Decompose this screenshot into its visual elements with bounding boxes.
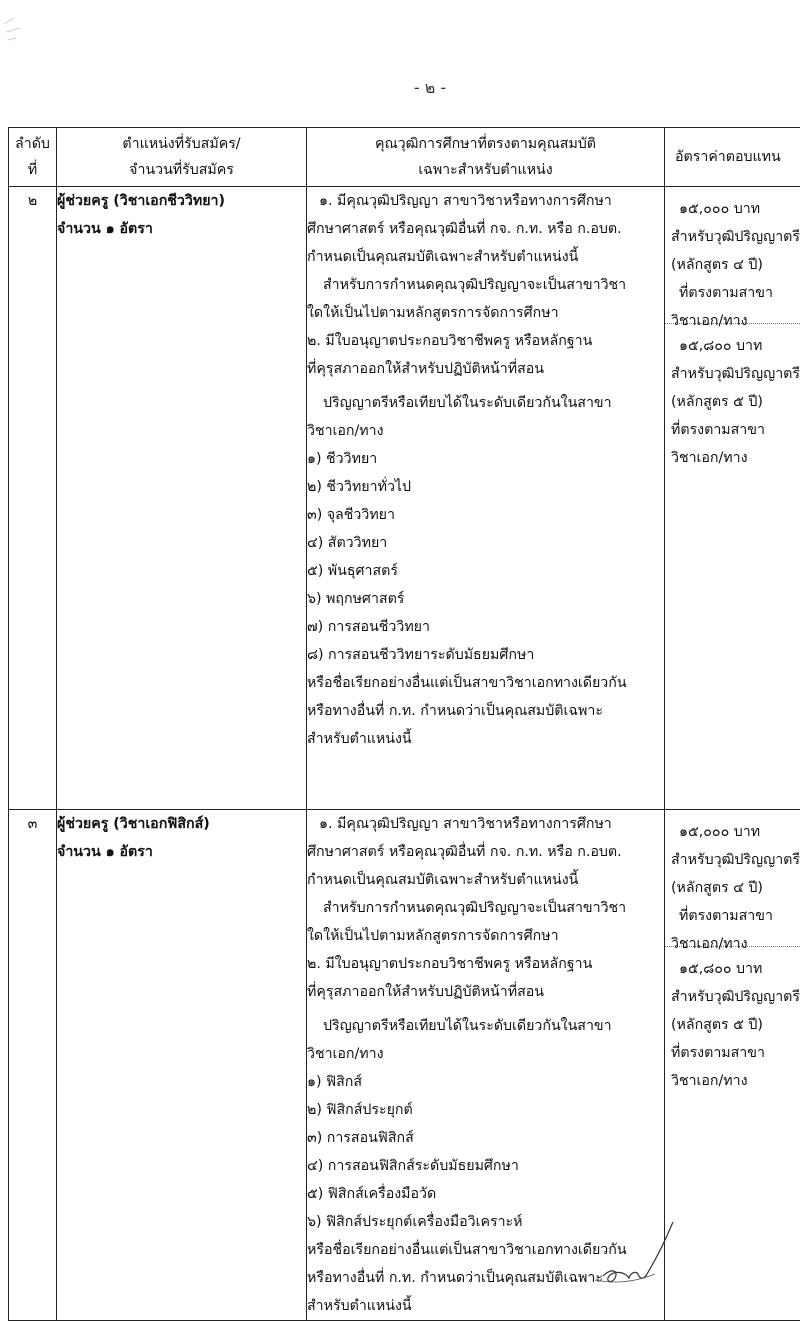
position-cell — [57, 187, 307, 810]
rate-line: ที่ตรงตามสาขา — [671, 279, 800, 307]
header-order: ลำดับ ที่ — [9, 128, 57, 187]
rate-block — [665, 946, 800, 1095]
rate-line: สำหรับวุฒิปริญญาตรี — [671, 983, 800, 1011]
rate-line: สำหรับวุฒิปริญญาตรี — [671, 846, 800, 874]
major-item: ๖) พฤกษศาสตร์ — [307, 585, 664, 613]
qual-line: ศึกษาศาสตร์ หรือคุณวุฒิอื่นที่ กจ. ก.ท. หรือ ก.อบต. — [307, 215, 664, 243]
qual-line: ๑. มีคุณวุฒิปริญญา สาขาวิชาหรือทางการศึกษา — [307, 810, 664, 838]
header-qualification: คุณวุฒิการศึกษาที่ตรงตามคุณสมบัติ เฉพาะสำหรับตำแหน่ง — [307, 128, 665, 187]
qual-line: ที่คุรุสภาออกให้สำหรับปฏิบัติหน้าที่สอน — [307, 978, 664, 1006]
rate-block — [665, 323, 800, 472]
row-number: ๓ — [9, 810, 57, 1321]
rate-amount: ๑๕,๐๐๐ บาท — [671, 818, 800, 846]
rate-line: วิชาเอก/ทาง — [671, 1067, 800, 1095]
major-item: ๕) ฟิสิกส์เครื่องมือวัด — [307, 1180, 664, 1208]
major-item: ๓) การสอนฟิสิกส์ — [307, 1124, 664, 1152]
qual-line: ใดให้เป็นไปตามหลักสูตรการจัดการศึกษา — [307, 922, 664, 950]
qual-line: สำหรับตำแหน่งนี้ — [307, 725, 664, 753]
table-header-row — [9, 128, 800, 187]
rate-block — [665, 810, 800, 946]
qual-line: หรือทางอื่นที่ ก.ท. กำหนดว่าเป็นคุณสมบัติเฉพาะ — [307, 1264, 664, 1292]
major-item: ๓) จุลชีววิทยา — [307, 501, 664, 529]
major-item: ๔) สัตววิทยา — [307, 529, 664, 557]
rate-line: วิชาเอก/ทาง — [671, 444, 800, 472]
handwritten-signature-icon — [585, 1210, 675, 1290]
major-item: ๖) ฟิสิกส์ประยุกต์เครื่องมือวิเคราะห์ — [307, 1208, 664, 1236]
rate-line: (หลักสูตร ๔ ปี) — [671, 874, 800, 902]
major-item: ๑) ฟิสิกส์ — [307, 1068, 664, 1096]
rate-amount: ๑๕,๘๐๐ บาท — [671, 955, 800, 983]
qual-line: กำหนดเป็นคุณสมบัติเฉพาะสำหรับตำแหน่งนี้ — [307, 243, 664, 271]
qual-line: ปริญญาตรีหรือเทียบได้ในระดับเดียวกันในสาขา — [307, 1012, 664, 1040]
major-item: ๘) การสอนชีววิทยาระดับมัธยมศึกษา — [307, 641, 664, 669]
rate-line: วิชาเอก/ทาง — [671, 930, 800, 958]
qual-line: ที่คุรุสภาออกให้สำหรับปฏิบัติหน้าที่สอน — [307, 355, 664, 383]
qual-line: ๒. มีใบอนุญาตประกอบวิชาชีพครู หรือหลักฐาน — [307, 327, 664, 355]
rate-line: ที่ตรงตามสาขา — [671, 902, 800, 930]
table-row — [9, 187, 800, 810]
qual-line: ๒. มีใบอนุญาตประกอบวิชาชีพครู หรือหลักฐาน — [307, 950, 664, 978]
rate-line: วิชาเอก/ทาง — [671, 307, 800, 335]
position-count: จำนวน ๑ อัตรา — [57, 215, 306, 243]
rate-line: (หลักสูตร ๕ ปี) — [671, 1011, 800, 1039]
row-number: ๒ — [9, 187, 57, 810]
qual-line: สำหรับการกำหนดคุณวุฒิปริญญาจะเป็นสาขาวิชา — [307, 271, 664, 299]
rate-line: (หลักสูตร ๔ ปี) — [671, 251, 800, 279]
scan-artifact-mark — [0, 10, 40, 50]
rate-block — [665, 187, 800, 323]
major-item: ๑) ชีววิทยา — [307, 445, 664, 473]
position-title: ผู้ช่วยครู (วิชาเอกชีววิทยา) — [57, 187, 306, 215]
table-row — [9, 810, 800, 1321]
qual-line: ใดให้เป็นไปตามหลักสูตรการจัดการศึกษา — [307, 299, 664, 327]
position-title: ผู้ช่วยครู (วิชาเอกฟิสิกส์) — [57, 810, 306, 838]
header-compensation: อัตราค่าตอบแทน — [665, 128, 800, 187]
qual-line: หรือทางอื่นที่ ก.ท. กำหนดว่าเป็นคุณสมบัติเฉพาะ — [307, 697, 664, 725]
positions-table — [8, 127, 800, 1321]
qual-line: วิชาเอก/ทาง — [307, 1040, 664, 1068]
rate-amount: ๑๕,๐๐๐ บาท — [671, 195, 800, 223]
rate-line: สำหรับวุฒิปริญญาตรี — [671, 223, 800, 251]
qual-line: วิชาเอก/ทาง — [307, 417, 664, 445]
major-item: ๒) ชีววิทยาทั่วไป — [307, 473, 664, 501]
rate-line: สำหรับวุฒิปริญญาตรี — [671, 360, 800, 388]
major-item: ๔) การสอนฟิสิกส์ระดับมัธยมศึกษา — [307, 1152, 664, 1180]
qual-line: ศึกษาศาสตร์ หรือคุณวุฒิอื่นที่ กจ. ก.ท. หรือ ก.อบต. — [307, 838, 664, 866]
qual-line: ๑. มีคุณวุฒิปริญญา สาขาวิชาหรือทางการศึกษา — [307, 187, 664, 215]
rate-line: ที่ตรงตามสาขา — [671, 1039, 800, 1067]
qual-line: ปริญญาตรีหรือเทียบได้ในระดับเดียวกันในสาขา — [307, 389, 664, 417]
rate-line: ที่ตรงตามสาขา — [671, 416, 800, 444]
qual-line: หรือชื่อเรียกอย่างอื่นแต่เป็นสาขาวิชาเอกทางเดียวกัน — [307, 1236, 664, 1264]
qualification-cell — [307, 187, 665, 810]
major-item: ๒) ฟิสิกส์ประยุกต์ — [307, 1096, 664, 1124]
position-cell — [57, 810, 307, 1321]
rate-amount: ๑๕,๘๐๐ บาท — [671, 332, 800, 360]
page-number: - ๒ - — [0, 76, 800, 101]
qual-line: หรือชื่อเรียกอย่างอื่นแต่เป็นสาขาวิชาเอกทางเดียวกัน — [307, 669, 664, 697]
compensation-cell — [665, 187, 800, 810]
compensation-cell — [665, 810, 800, 1321]
qual-line: สำหรับการกำหนดคุณวุฒิปริญญาจะเป็นสาขาวิชา — [307, 894, 664, 922]
qual-line: กำหนดเป็นคุณสมบัติเฉพาะสำหรับตำแหน่งนี้ — [307, 866, 664, 894]
rate-line: (หลักสูตร ๕ ปี) — [671, 388, 800, 416]
major-item: ๗) การสอนชีววิทยา — [307, 613, 664, 641]
qual-line: สำหรับตำแหน่งนี้ — [307, 1292, 664, 1320]
position-count: จำนวน ๑ อัตรา — [57, 838, 306, 866]
major-item: ๕) พันธุศาสตร์ — [307, 557, 664, 585]
header-position: ตำแหน่งที่รับสมัคร/ จำนวนที่รับสมัคร — [57, 128, 307, 187]
